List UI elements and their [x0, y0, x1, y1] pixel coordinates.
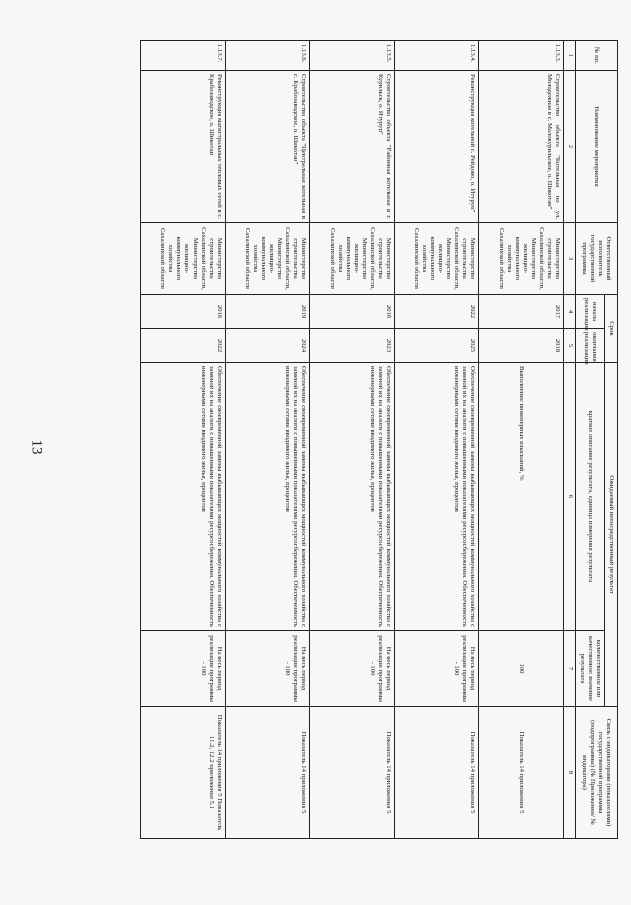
row-number: 1.13.3.: [479, 41, 564, 71]
row-number: 1.13.6.: [225, 41, 310, 71]
executor-cell: [394, 223, 479, 295]
column-number: 7: [563, 631, 575, 707]
header-name: Наименование мероприятия: [575, 71, 617, 223]
column-number: 5: [563, 329, 575, 363]
executor-cell: [310, 223, 395, 295]
result-value: 100: [479, 631, 564, 707]
executor-line: Министерство жилищно-коммунального хозяйства Сахалинской области: [159, 227, 199, 290]
executor-cell: [141, 223, 226, 295]
indicator-link: Показатель 14 приложения 5: [394, 707, 479, 839]
header-link: Связь с индикаторами (показателями) государственной программы (подпрограммы) (№ Приложения/ № индикатора): [575, 707, 617, 839]
result-description: Обеспечение своевременной замены выбывающих мощностей коммунального хозяйства с заменой их на аналоги с повышенными показателями ресурсосбережения. Обеспеченность инженерными сетями вводимого жилья, процентов: [225, 363, 310, 631]
end-year: 2022: [141, 329, 226, 363]
activities-table: [140, 40, 618, 839]
executor-line: Министерство жилищно-коммунального хозяйства Сахалинской области: [413, 227, 453, 290]
header-quantity: количественное или качественное значение результата: [575, 631, 604, 707]
end-year: 2025: [394, 329, 479, 363]
column-number: 1: [563, 41, 575, 71]
activity-name: Строительство объекта "Центральная котельная в с. Крабозаводское, о. Шикотан": [225, 71, 310, 223]
header-row-1: [604, 41, 617, 839]
result-value: На весь период реализации программы - 100: [310, 631, 395, 707]
executor-line: Министерство строительства Сахалинской области,: [537, 227, 561, 290]
start-year: 2016: [310, 295, 395, 329]
start-year: 2017: [479, 295, 564, 329]
result-description: Обеспечение своевременной замены выбывающих мощностей коммунального хозяйства с заменой их на аналоги с повышенными показателями ресурсосбережения. Обеспеченность инженерными сетями вводимого жилья, процентов: [310, 363, 395, 631]
result-description: Выполнение инженерных изысканий, %: [479, 363, 564, 631]
indicator-link: Показатель 14 приложения 5: [479, 707, 564, 839]
row-number: 1.13.5.: [310, 41, 395, 71]
start-year: 2022: [394, 295, 479, 329]
indicator-link: Показатель 14 приложения 5: [225, 707, 310, 839]
end-year: 2023: [310, 329, 395, 363]
table-row: [479, 41, 564, 839]
column-number: 4: [563, 295, 575, 329]
column-number: 2: [563, 71, 575, 223]
table-row: [310, 41, 395, 839]
indicator-link: Показатель 14 приложения 5: [310, 707, 395, 839]
executor-line: Министерство жилищно-коммунального хозяйства Сахалинской области: [328, 227, 368, 290]
end-year: 2018: [479, 329, 564, 363]
header-result-group: Ожидаемый непосредственный результат: [604, 363, 617, 707]
end-year: 2024: [225, 329, 310, 363]
executor-line: Министерство строительства Сахалинской области,: [284, 227, 308, 290]
table-row: [141, 41, 226, 839]
result-value: На весь период реализации программы - 100: [394, 631, 479, 707]
header-term-group: Срок: [604, 295, 617, 363]
table-row: [394, 41, 479, 839]
indicator-link: Показатель 14 приложения 5 Показатель 11.2, 12.2 приложения 5.1: [141, 707, 226, 839]
row-number: 1.13.4.: [394, 41, 479, 71]
table-row: [225, 41, 310, 839]
executor-line: Министерство жилищно-коммунального хозяйства Сахалинской области: [497, 227, 537, 290]
result-description: Обеспечение своевременной замены выбывающих мощностей коммунального хозяйства с заменой их на аналоги с повышенными показателями ресурсосбережения. Обеспеченность инженерными сетями вводимого жилья, процентов: [141, 363, 226, 631]
activity-name: Реконструкция котельной с. Рейдово, о. Итуруп": [394, 71, 479, 223]
executor-cell: [479, 223, 564, 295]
row-number: 1.13.7.: [141, 41, 226, 71]
header-end: окончания реализации: [575, 329, 604, 363]
column-number: 8: [563, 707, 575, 839]
start-year: 2019: [225, 295, 310, 329]
activity-name: Строительство объекта "Районная котельная в г. Курильск, о. Итуруп": [310, 71, 395, 223]
activity-name: Строительство объекта "Котельная по ул. Молодежная в с. Малокурильское, о. Шикотан": [479, 71, 564, 223]
activities-table-wrapper: [140, 40, 618, 838]
header-short-description: краткое описание результата, единица измерения результата: [575, 363, 604, 631]
result-value: На весь период реализации программы - 100: [225, 631, 310, 707]
column-number: 6: [563, 363, 575, 631]
executor-line: Министерство жилищно-коммунального хозяйства Сахалинской области: [243, 227, 284, 290]
activity-name: Реконструкция магистральных тепловых сетей в с. Крабозаводское, о. Шикотан: [141, 71, 226, 223]
header-start: начала реализации: [575, 295, 604, 329]
executor-line: Министерство строительства Сахалинской области,: [453, 227, 477, 290]
column-number-row: [563, 41, 575, 839]
executor-line: Министерство строительства Сахалинской области,: [368, 227, 392, 290]
start-year: 2016: [141, 295, 226, 329]
header-executor: Ответственный исполнитель государственной программы: [575, 223, 617, 295]
result-value: На весь период реализации программы - 100: [141, 631, 226, 707]
column-number: 3: [563, 223, 575, 295]
result-description: Обеспечение своевременной замены выбывающих мощностей коммунального хозяйства с заменой их на аналоги с повышенными показателями ресурсосбережения. Обеспеченность инженерными сетями вводимого жилья, процентов: [394, 363, 479, 631]
executor-line: Министерство строительства Сахалинской области,: [199, 227, 223, 290]
executor-cell: [225, 223, 310, 295]
header-no: № пп.: [575, 41, 617, 71]
page-number: 13: [28, 439, 45, 455]
